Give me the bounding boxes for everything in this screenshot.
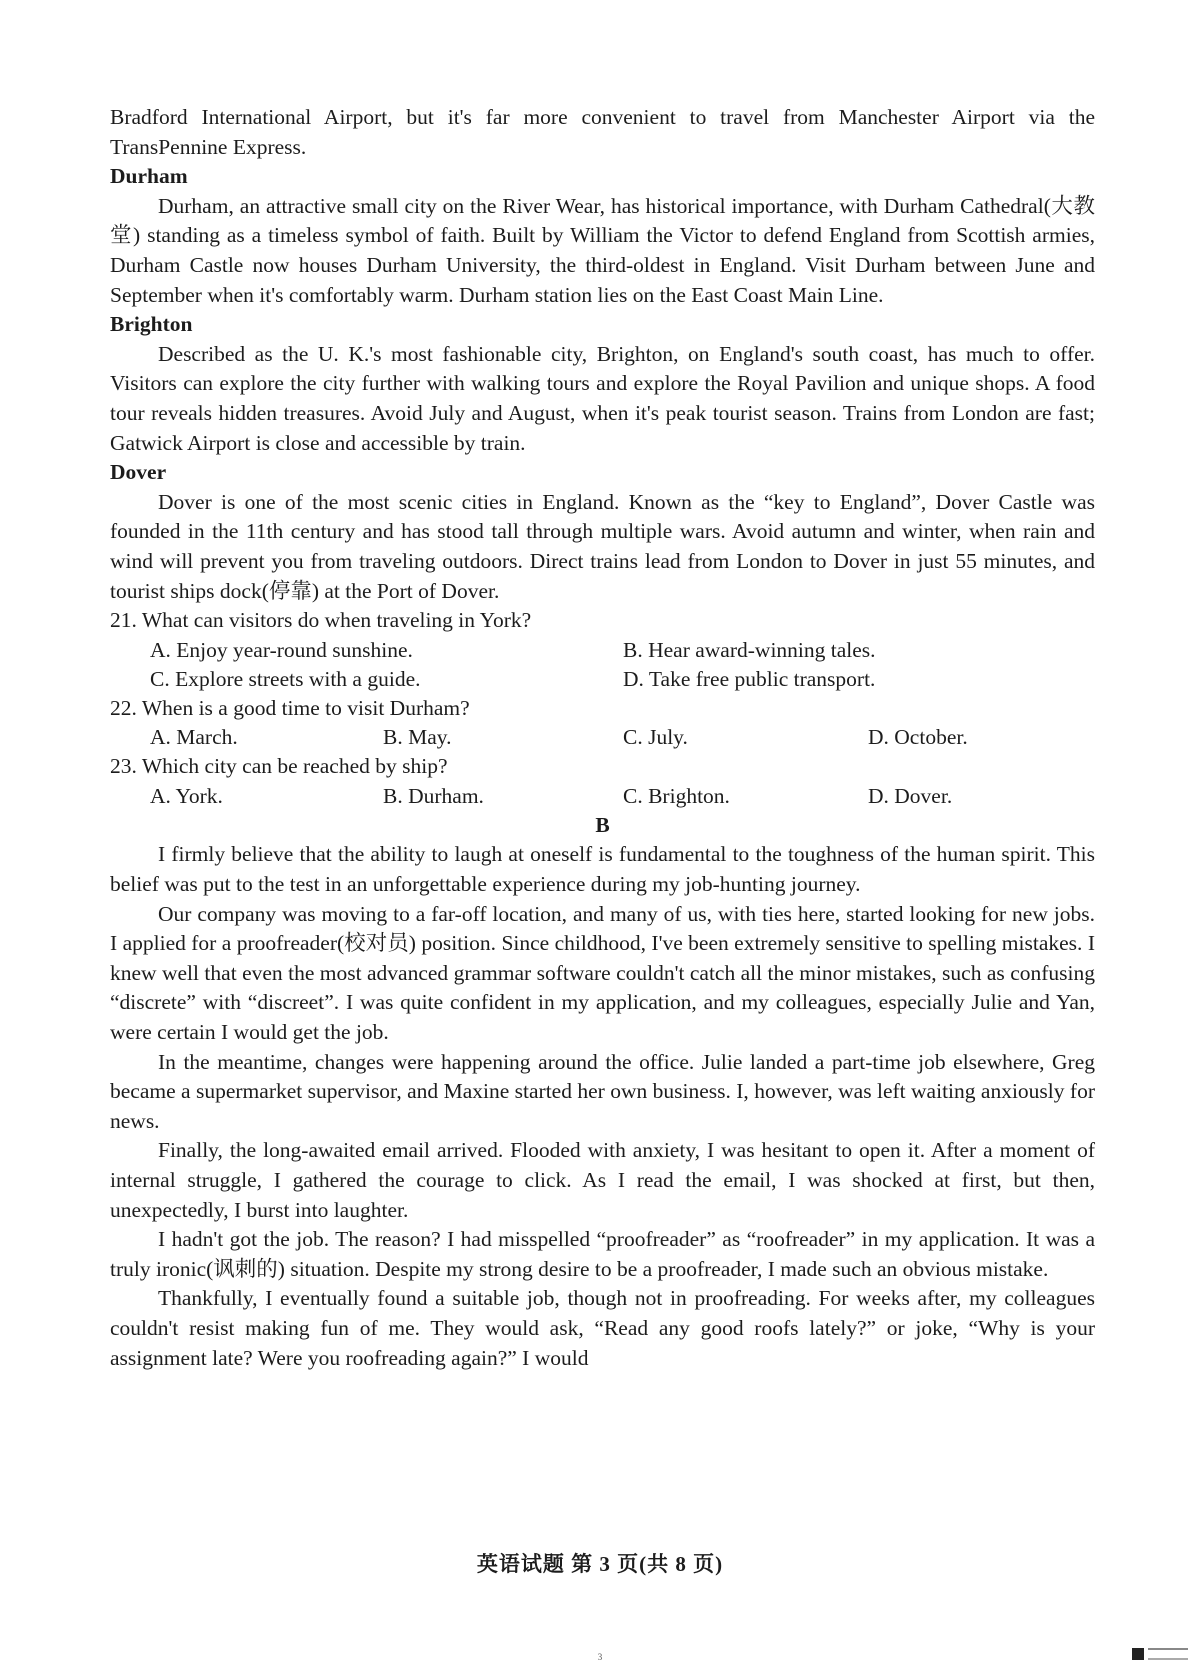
section-b-label: B [595,812,610,837]
section-text-durham: Durham, an attractive small city on the River Wear, has historical importance, with Durham Cathedral(大教堂) standing as a timeless symbol of faith. Built by William the Victor to defend England from Scottish armies, Durham Castle now houses Durham University, the third-oldest in England. Visit Durham between June and September when it's comfortably warm. Durham station lies on the East Coast Main Line. [110,193,1095,307]
section-heading-durham: Durham [110,164,188,189]
option-c: C. Explore streets with a guide. [150,666,421,691]
passage-b-paragraph: Finally, the long-awaited email arrived. Flooded with anxiety, I was hesitant to open it. After a moment of internal struggle, I gathered the courage to click. As I read the email, I was shocked at first, but then, unexpectedly, I burst into laughter. [110,1138,1095,1222]
scanner-logo-icon [1132,1648,1188,1660]
option-b: B. Durham. [383,783,484,808]
option-c: C. July. [623,725,688,750]
question-23-stem: 23. Which city can be reached by ship? [110,754,448,779]
passage-b-paragraph: Thankfully, I eventually found a suitable job, though not in proofreading. For weeks after, my colleagues couldn't resist making fun of me. They would ask, “Read any good roofs lately?” or joke, “Why is your assignment late? Were you roofreading again?” I would [110,1286,1095,1370]
question-21-stem: 21. What can visitors do when traveling in York? [110,608,532,633]
passage-b-paragraph: Our company was moving to a far-off location, and many of us, with ties here, started looking for new jobs. I applied for a proofreader(校对员) position. Since childhood, I've been extremely sensitive to spelling mistakes. I knew well that even the most advanced grammar software couldn't catch all the minor mistakes, such as confusing “discrete” with “discreet”. I was quite confident in my application, and my colleagues, especially Julie and Yan, were certain I would get the job. [110,901,1095,1045]
question-21-options [110,636,1095,694]
option-a: A. Enjoy year-round sunshine. [150,637,413,662]
option-a: A. York. [150,783,223,808]
option-d: D. October. [868,725,968,750]
page-footer: 英语试题 第 3 页(共 8 页) [476,1552,724,1576]
question-22-stem: 22. When is a good time to visit Durham? [110,695,470,720]
passage-b-paragraph: I hadn't got the job. The reason? I had misspelled “proofreader” as “roofreader” in my application. It was a truly ironic(讽刺的) situation. Despite my strong desire to be a proofreader, I made such an obvious mistake. [110,1227,1095,1281]
page-number: 3 [597,1652,603,1662]
option-d: D. Dover. [868,783,953,808]
section-heading-dover: Dover [110,460,167,485]
question-23-options [110,782,1095,811]
passage-area [110,103,1095,1373]
section-text-brighton: Described as the U. K.'s most fashionable city, Brighton, on England's south coast, has much to offer. Visitors can explore the city further with walking tours and explore the Royal Pavilion and unique shops. A food tour reveals hidden treasures. Avoid July and August, when it's peak tourist season. Trains from London are fast; Gatwick Airport is close and accessible by train. [110,341,1095,455]
section-text-dover: Dover is one of the most scenic cities in England. Known as the “key to England”, Dover Castle was founded in the 11th century and has stood tall through multiple wars. Avoid autumn and winter, when rain and wind will prevent you from traveling outdoors. Direct trains lead from London to Dover in just 55 minutes, and tourist ships dock(停靠) at the Port of Dover. [110,489,1095,603]
passage-b-paragraph: I firmly believe that the ability to laugh at oneself is fundamental to the toughness of the human spirit. This belief was put to the test in an unforgettable experience during my job-hunting journey. [110,842,1095,897]
option-b: B. May. [383,725,452,750]
option-a: A. March. [150,725,238,750]
question-22-options [110,723,1095,752]
section-heading-brighton: Brighton [110,312,193,337]
option-b: B. Hear award-winning tales. [623,637,876,662]
passage-b-paragraph: In the meantime, changes were happening around the office. Julie landed a part-time job elsewhere, Greg became a supermarket supervisor, and Maxine started her own business. I, however, was left waiting anxiously for news. [110,1049,1095,1133]
option-c: C. Brighton. [623,783,730,808]
option-d: D. Take free public transport. [623,666,876,691]
continuation-paragraph: Bradford International Airport, but it's far more convenient to travel from Manchester Airport via the TransPennine Express. [110,105,1095,159]
